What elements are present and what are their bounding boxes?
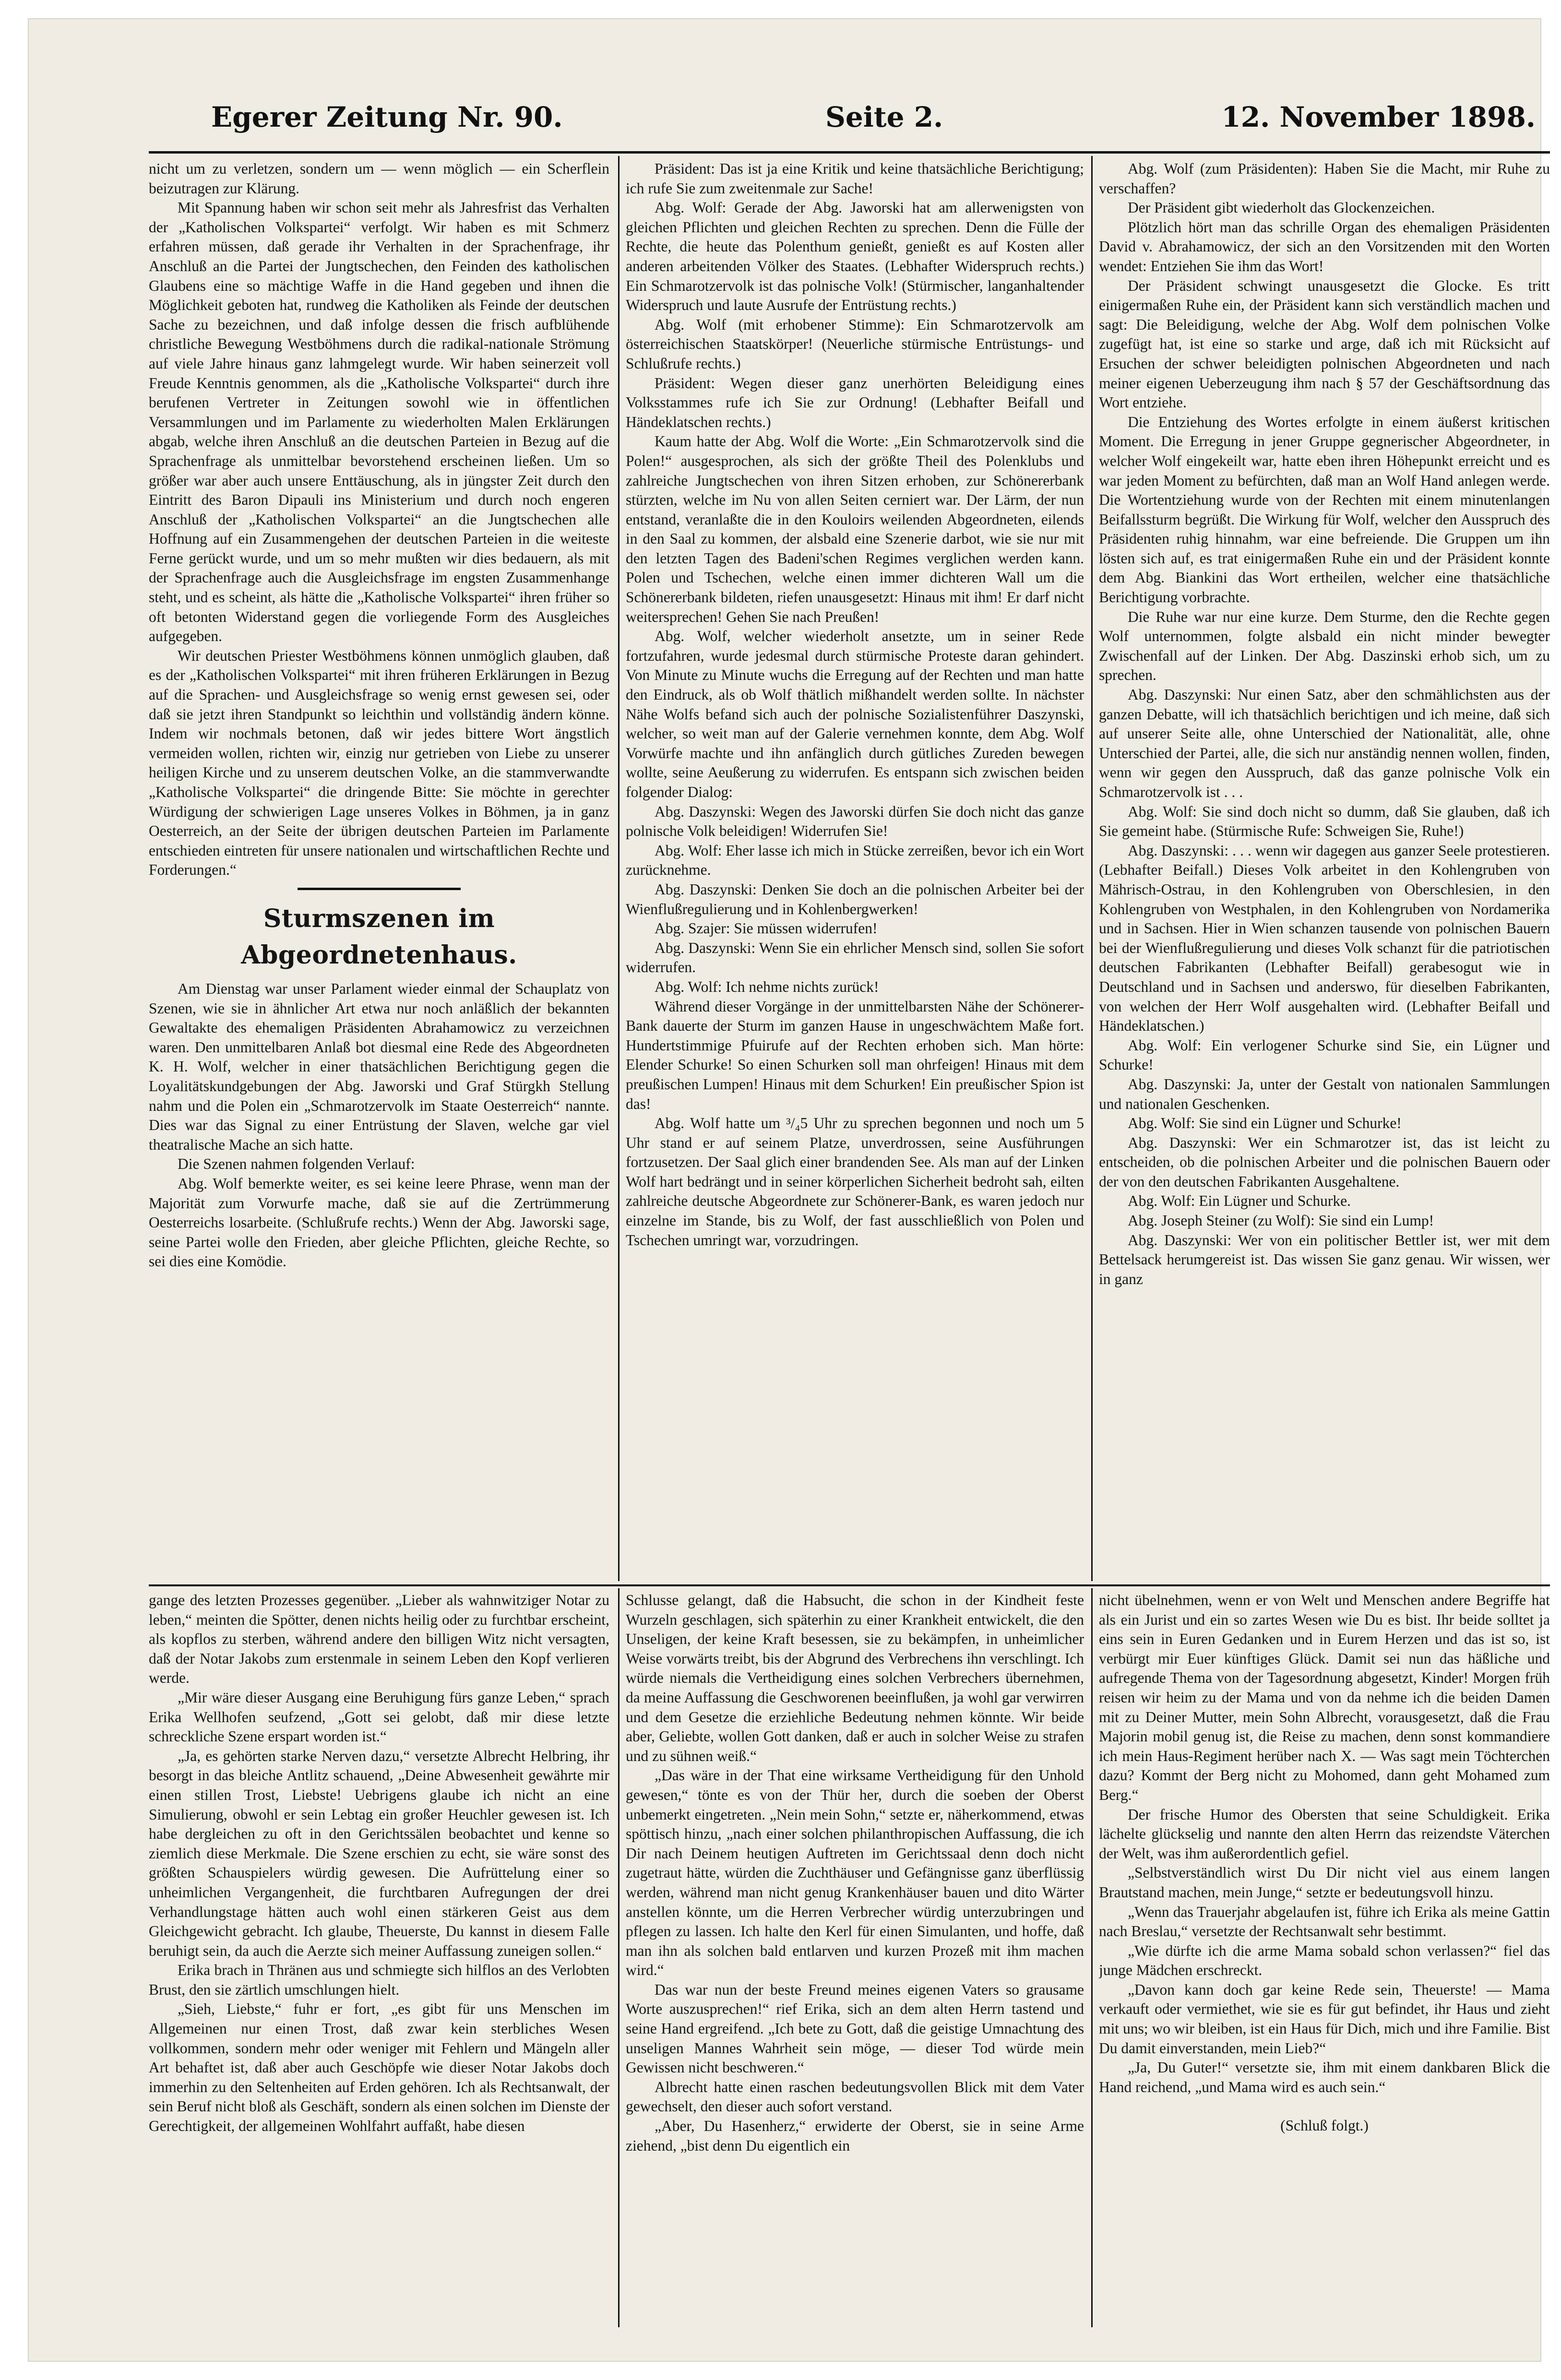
paragraph: „Selbstverständlich wirst Du Dir nicht viel aus einem langen Brautstand machen, mein Junge,“ setzte er bedeutungsvoll hinzu. <box>1099 1864 1550 1901</box>
newspaper-title: Egerer Zeitung Nr. 90. <box>211 101 563 133</box>
header-rule <box>149 151 1550 154</box>
paragraph: Während dieser Vorgänge in der unmittelbarsten Nähe der Schönerer-Bank dauerte der Sturm im ganzen Hause in ungeschwächtem Maße fort. Hundertstimmige Pfuirufe auf der Rechten erhoben sich. Man hörte: Elender Schurke! So einen Schurken soll man ohrfeigen! Hinaus mit dem preußischen Lumpen! Hinaus mit dem Schurken! Ein preußischer Spion ist das! <box>626 998 1084 1112</box>
paragraph: Abg. Wolf: Ich nehme nichts zurück! <box>655 978 879 995</box>
paragraph: Abg. Wolf: Eher lasse ich mich in Stücke zerreißen, bevor ich ein Wort zurücknehme. <box>626 842 1084 879</box>
article-column-3 <box>1099 159 1550 1580</box>
paragraph: Schlusse gelangt, daß die Habsucht, die schon in der Kindheit feste Wurzeln geschlagen, sich späterhin zu einer Krankheit entwickelt, die den Unseligen, der keine Kraft besessen, sie zu bekämpfen, in unheimlicher Weise vorwärts treibt, bis der Abgrund des Verbrechens ihn verschlingt. Ich würde niemals die Vertheidigung eines solchen Verbrechers übernehmen, da meine Auffassung die Geschworenen beeinflußen, ja wohl gar verwirren und dem Gesetze die erziehliche Bedeutung nehmen könnte. Wir beide aber, Geliebte, wollen Gott danken, daß er auch in solcher Weise zu strafen und zu sühnen weiß.“ <box>626 1592 1084 1764</box>
paragraph: Kaum hatte der Abg. Wolf die Worte: „Ein Schmarotzervolk sind die Polen!“ ausgesprochen, als sich der größte Theil des Polenklubs und zahlreiche Jungtschechen von ihren Sitzen erhoben, zur Schönererbank stürzten, welche im Nu von allen Seiten cerniert war. Der Lärm, der nun entstand, veranlaßte die in den Kouloirs weilenden Abgeordneten, eilends in den Saal zu kommen, der alsbald eine Szenerie darbot, wie sie nur mit den letzten Tagen des Badeni'schen Regimes verglichen werden kann. Polen und Tschechen, welche einen immer dichteren Wall um die Schönererbank bildeten, riefen unausgesetzt: Hinaus mit ihm! Er darf nicht weitersprechen! Gehen Sie nach Preußen! <box>626 433 1084 625</box>
paragraph: „Sieh, Liebste,“ fuhr er fort, „es gibt für uns Menschen im Allgemeinen nur einen Trost, daß zwar kein sterbliches Wesen vollkommen, sondern mehr oder weniger mit Fehlern und Mängeln aller Art behaftet ist, daß aber auch Geschöpfe wie dieser Notar Jakobs doch immerhin zu den Seltenheiten auf Erden gehören. Ich als Rechtsanwalt, der sein Beruf nicht bloß als Geschäft, sondern als einen solchen im Dienste der Gerechtigkeit, der allgemeinen Wohlfahrt auffaßt, habe diesen <box>149 2000 609 2135</box>
paragraph: Der frische Humor des Obersten that seine Schuldigkeit. Erika lächelte glückselig und nannte den alten Herrn das reizendste Väterchen der Welt, was ihm außerordentlich gefiel. <box>1099 1806 1550 1862</box>
paragraph: Wir deutschen Priester Westböhmens können unmöglich glauben, daß es der „Katholischen Volkspartei“ mit ihren früheren Erklärungen in Bezug auf die Sprachen- und Ausgleichsfrage so wenig ernst gewesen sei, oder daß sie jetzt ihren Standpunkt so leichthin und vollständig ändern könne. Indem wir nochmals betonen, daß wir jedes bittere Wort ängstlich vermeiden wollen, richten wir, einzig nur getrieben von Liebe zu unserer heiligen Kirche und zu unserem deutschen Volke, an die stammverwandte „Katholische Volkspartei“ die dringende Bitte: Sie möchte in gerechter Würdigung der schwierigen Lage unseres Volkes in Böhmen, ja in ganz Oesterreich, an der Seite der übrigen deutschen Parteien im Parlamente entschieden eintreten für unsere nationalen und wirtschaftlichen Rechte und Forderungen.“ <box>149 647 609 879</box>
paragraph: „Ja, es gehörten starke Nerven dazu,“ versetzte Albrecht Helbring, ihr besorgt in das bleiche Antlitz schauend, „Deine Abwesenheit gewährte mir einen stillen Trost, Liebste! Uebrigens glaube ich nicht an eine Simulierung, obwohl er sein Lebtag ein großer Heuchler gewesen ist. Ich habe dergleichen zu oft in den Gerichtssälen beobachtet und kenne so ziemlich diese Merkmale. Die Szene erschien zu echt, sie wäre sonst des größten Schauspielers würdig gewesen. Die Aufrüttelung einer so unheimlichen Vergangenheit, die furchtbaren Aufregungen der drei Verhandlungstage hätten auch wohl einen stärkeren Geist aus dem Gleichgewicht gebracht. Ich glaube, Theuerste, Du kannst in diesem Falle beruhigt sein, da auch die Aerzte sich meiner Auffassung zuneigen sollen.“ <box>149 1747 609 1959</box>
paragraph: „Davon kann doch gar keine Rede sein, Theuerste! — Mama verkauft oder vermiethet, wie sie es für gut befindet, ihr Haus und zieht mit uns; wo wir bleiben, ist ein Haus für Dich, mich und ihre Familie. Bist Du damit einverstanden, mein Lieb?“ <box>1099 1981 1550 2057</box>
paragraph: Abg. Wolf: Sie sind doch nicht so dumm, daß Sie glauben, daß ich Sie gemeint habe. (Stürmische Rufe: Schweigen Sie, Ruhe!) <box>1099 803 1550 840</box>
paragraph: Abg. Wolf, welcher wiederholt ansetzte, um in seiner Rede fortzufahren, wurde jedesmal durch stürmische Proteste daran gehindert. Von Minute zu Minute wuchs die Erregung auf der Rechten und man hatte den Eindruck, als ob Wolf thätlich mißhandelt werden sollte. In nächster Nähe Wolfs befand sich auch der polnische Sozialistenführer Daszynski, welcher, so weit man auf der Galerie vernehmen konnte, dem Abg. Wolf Vorwürfe machte und ihn anfänglich durch gütliches Zureden bewegen wollte, seine Aeußerung zu widerrufen. Es entspann sich zwischen beiden folgender Dialog: <box>626 628 1084 800</box>
paragraph: Die Szenen nahmen folgenden Verlauf: <box>178 1155 415 1173</box>
paragraph: Mit Spannung haben wir schon seit mehr als Jahresfrist das Verhalten der „Katholischen Volkspartei“ verfolgt. Wir haben es mit Schmerz erfahren müssen, daß gerade ihr Verhalten in der Sprachenfrage, ihr Anschluß an die Partei der Jungtschechen, den Feinden des katholischen Glaubens eine so mächtige Waffe in die Hand gegeben und ihnen die Möglichkeit geboten hat, rundweg die Katholiken als Feinde der deutschen Sache zu bezeichnen, und daß infolge dessen die frisch aufblühende christliche Bewegung Westböhmens durch die radikal-nationale Strömung auf viele Jahre hinaus ganz lahmgelegt wurde. Wir haben seinerzeit voll Freude Kenntnis genommen, als die „Katholische Volkspartei“ durch ihre berufenen Vertreter in Zeitungen sowohl wie in öffentlichen Versammlungen und im Parlamente zu wiederholten Malen Erklärungen abgab, welche ihren Anschluß an die deutschen Parteien in Bezug auf die Sprachenfrage als unmittelbar bevorstehend erscheinen ließen. Um so größer war aber auch unsere Enttäuschung, als in jüngster Zeit durch den Eintritt des Baron Dipauli ins Ministerium und durch noch engeren Anschluß der „Katholischen Volkspartei“ an die Jungtschechen alle Hoffnung auf ein Zusammengehen der deutschen Parteien in die weiteste Ferne gerückt wurde, und um so mehr mußten wir dies bedauern, als mit der Sprachenfrage auch die Ausgleichsfrage im engsten Zusammenhange steht, und es scheint, als hätte die „Katholische Volkspartei“ ihren früher so oft betonten Widerstand gegen die vorliegende Form des Ausgleiches aufgegeben. <box>149 199 609 645</box>
paragraph: „Das wäre in der That eine wirksame Vertheidigung für den Unhold gewesen,“ tönte es von der Thür her, durch die soeben der Oberst unbemerkt eingetreten. „Nein mein Sohn,“ setzte er, näherkommend, etwas spöttisch hinzu, „nach einer solchen philanthropischen Auffassung, die ich Dir nach Deinem heutigen Auftreten im Gerichtssaal denn doch nicht zugetraut hätte, würden die Zuchthäuser und Gefängnisse ganz überflüssig werden, während man nicht genug Krankenhäuser bauen und dito Wärter anstellen könnte, um die Herren Verbrecher würdig unterzubringen und pflegen zu lassen. Ich halte den Kerl für einen Simulanten, und hoffe, daß man ihn als solchen bald entlarven und kurzen Prozeß mit ihm machen wird.“ <box>626 1767 1084 1979</box>
feuilleton-column-1 <box>149 1591 609 2325</box>
paragraph: Abg. Wolf hatte um ³/₄5 Uhr zu sprechen begonnen und noch um 5 Uhr stand er auf seinem Platze, unverdrossen, seine Ausführungen fortzusetzen. Der Saal glich einer brandenden See. Als man auf der Linken Wolf hart bedrängt und in seiner körperlichen Sicherheit bedroht sah, eilten zahlreiche deutsche Abgeordnete zur Schönerer-Bank, es waren jedoch nur einzelne im Stande, bis zu Wolf, der fast ausschließlich von Polen und Tschechen umringt war, vorzudringen. <box>626 1115 1084 1249</box>
section-divider <box>298 888 461 890</box>
feuilleton-column-rule-2 <box>1091 1588 1093 2327</box>
paragraph: Plötzlich hört man das schrille Organ des ehemaligen Präsidenten David v. Abrahamowicz, der sich an den Vorsitzenden mit den Worten wendet: Entziehen Sie ihm das Wort! <box>1099 218 1550 274</box>
paragraph: Abg. Wolf: Ein Lügner und Schurke. <box>1128 1192 1351 1210</box>
paragraph: Abg. Daszynski: Wer von ein politischer Bettler ist, wer mit dem Bettelsack herumgereist ist. Das wissen Sie ganz genau. Wir wissen, wer in ganz <box>1099 1231 1550 1287</box>
paragraph: Abg. Daszynski: Wer ein Schmarotzer ist, das ist leicht zu entscheiden, ob die polnischen Arbeiter und die polnischen Bauern oder der von den deutschen Fabrikanten Ausgehaltene. <box>1099 1134 1550 1190</box>
paragraph: Das war nun der beste Freund meines eigenen Vaters so grausame Worte auszusprechen!“ rief Erika, sich an dem alten Herrn tastend und seine Hand ergreifend. „Ich bete zu Gott, daß die geistige Umnachtung des unseligen Mannes Wahrheit sein möge, — dieser Tod würde mein Gewissen nicht beschweren.“ <box>626 1981 1084 2076</box>
paragraph: „Ja, Du Guter!“ versetzte sie, ihm mit einem dankbaren Blick die Hand reichend, „und Mama wird es auch sein.“ <box>1099 2059 1550 2095</box>
paragraph: Abg. Wolf: Gerade der Abg. Jaworski hat am allerwenigsten von gleichen Pflichten und gleichen Rechten zu sprechen. Denn die Fülle der Rechte, die heute das Polenthum genießt, genießt es auf Kosten aller anderen arbeitenden Völker des Staates. (Lebhafter Widerspruch rechts.) Ein Schmarotzervolk ist das polnische Volk! (Stürmischer, langanhaltender Widerspruch und laute Ausrufe der Entrüstung rechts.) <box>626 199 1084 314</box>
paragraph: „Wenn das Trauerjahr abgelaufen ist, führe ich Erika als meine Gattin nach Breslau,“ versetzte der Rechtsanwalt sehr bestimmt. <box>1099 1903 1550 1940</box>
paragraph: Der Präsident schwingt unausgesetzt die Glocke. Es tritt einigermaßen Ruhe ein, der Präsident kann sich verständlich machen und sagt: Die Beleidigung, welche der Abg. Wolf dem polnischen Volke zugefügt hat, ist eine so starke und arge, daß ich mit Rücksicht auf Ersuchen der schwer beleidigten polnischen Abgeordneten und nach meiner eigenen Ueberzeugung ihm nach § 57 der Geschäftsordnung das Wort entziehe. <box>1099 277 1550 411</box>
paragraph: gange des letzten Prozesses gegenüber. „Lieber als wahnwitziger Notar zu leben,“ meinten die Spötter, denen nichts heilig oder zu furchtbar erscheint, als kopflos zu sterben, während andere den billigen Witz nicht versagten, daß der Notar Jakobs zum erstenmale in seinem Leben den Kopf verlieren werde. <box>149 1592 609 1687</box>
paragraph: Der Präsident gibt wiederholt das Glockenzeichen. <box>1128 199 1435 216</box>
paragraph: Abg. Wolf: Sie sind ein Lügner und Schurke! <box>1128 1115 1402 1132</box>
page-number: Seite 2. <box>825 101 943 133</box>
article-headline: Sturmszenen im Abgeordnetenhaus. <box>241 904 517 970</box>
paragraph: Albrecht hatte einen raschen bedeutungsvollen Blick mit dem Vater gewechselt, den dieser auch sofort verstand. <box>626 2078 1084 2115</box>
article-column-1 <box>149 159 609 1580</box>
paragraph: „Wie dürfte ich die arme Mama sobald schon verlassen?“ fiel das junge Mädchen erschreckt. <box>1099 1942 1550 1979</box>
paragraph: Abg. Daszynski: Denken Sie doch an die polnischen Arbeiter bei der Wienflußregulierung und in Kohlenbergwerken! <box>626 881 1084 917</box>
paragraph: Abg. Daszynski: Wenn Sie ein ehrlicher Mensch sind, sollen Sie sofort widerrufen. <box>626 939 1084 976</box>
feuilleton-column-3 <box>1099 1591 1550 2325</box>
paragraph: Abg. Joseph Steiner (zu Wolf): Sie sind ein Lump! <box>1128 1212 1434 1229</box>
paragraph: Abg. Wolf bemerkte weiter, es sei keine leere Phrase, wenn man der Majorität zum Vorwurfe mache, daß sie auf die Zertrümmerung Oesterreichs losarbeite. (Schlußrufe rechts.) Wenn der Abg. Jaworski sage, seine Partei wolle den Frieden, aber gleiche Pflichten, gleiche Rechte, so sei dies eine Komödie. <box>149 1175 609 1270</box>
paragraph: Abg. Wolf: Ein verlogener Schurke sind Sie, ein Lügner und Schurke! <box>1099 1036 1550 1073</box>
paragraph: Abg. Wolf (zum Präsidenten): Haben Sie die Macht, mir Ruhe zu verschaffen? <box>1099 160 1550 197</box>
paragraph: Die Ruhe war nur eine kurze. Dem Sturme, den die Rechte gegen Wolf unternommen, folgte alsbald ein nicht minder bewegter Zwischenfall auf der Linken. Der Abg. Daszinski erhob sich, um zu sprechen. <box>1099 608 1550 684</box>
article-column-2 <box>626 159 1084 1580</box>
paragraph: „Mir wäre dieser Ausgang eine Beruhigung fürs ganze Leben,“ sprach Erika Wellhofen seufzend, „Gott sei gelobt, daß mir diese letzte schreckliche Szene erspart worden ist.“ <box>149 1689 609 1745</box>
paragraph: Präsident: Das ist ja eine Kritik und keine thatsächliche Berichtigung; ich rufe Sie zum zweitenmale zur Sache! <box>626 160 1084 197</box>
paragraph: „Aber, Du Hasenherz,“ erwiderte der Oberst, sie in seine Arme ziehend, „bist denn Du eigentlich ein <box>626 2118 1084 2154</box>
column-rule-1 <box>618 156 620 1581</box>
paragraph: Abg. Daszynski: Nur einen Satz, aber den schmählichsten aus der ganzen Debatte, will ich thatsächlich berichtigen und ich meine, daß sich auf unserer Seite alle, ohne Unterschied der Nationalität, alle, ohne Unterschied der Partei, alle, die sich nur anständig nennen wollen, finden, wenn wir gegen den Ausspruch, daß das ganze polnische Volk ein Schmarotzervolk ist . . . <box>1099 686 1550 800</box>
column-rule-2 <box>1091 156 1093 1581</box>
paragraph: Abg. Daszynski: Wegen des Jaworski dürfen Sie doch nicht das ganze polnische Volk beleidigen! Widerrufen Sie! <box>626 803 1084 840</box>
paragraph: Abg. Wolf (mit erhobener Stimme): Ein Schmarotzervolk am österreichischen Staatskörper! (Neuerliche stürmische Entrüstungs- und Schlußrufe rechts.) <box>626 316 1084 372</box>
issue-date: 12. November 1898. <box>1221 101 1536 133</box>
paragraph: nicht übelnehmen, wenn er von Welt und Menschen andere Begriffe hat als ein Jurist und ein so zartes Wesen wie Du es bist. Ihr beide solltet ja eins sein in Euren Gedanken und in Eurem Herzen und das ist so, ist verbürgt mir Euer künftiges Glück. Damit sei nun das häßliche und aufregende Thema von der Tagesordnung abgesetzt, Kinder! Morgen früh reisen wir heim zu der Mama und von da nehme ich die beiden Damen mit zu Deiner Mutter, mein Sohn Albrecht, vorausgesetzt, daß die Frau Majorin mobil genug ist, die Reise zu machen, denn sonst kommandiere ich mein Haus-Regiment herüber nach X. — Was sagt mein Töchterchen dazu? Kommt der Berg nicht zu Mohomed, dann geht Mohamed zum Berg.“ <box>1099 1592 1550 1803</box>
paragraph: Die Entziehung des Wortes erfolgte in einem äußerst kritischen Moment. Die Erregung in jener Gruppe gegnerischer Abgeordneter, in welcher Wolf eingekeilt war, hatte eben ihren Höhepunkt erreicht und es war jeden Moment zu befürchten, daß man an Wolf Hand anlegen werde. Die Wortentziehung wurde von der Rechten mit einem minutenlangen Beifallssturm begrüßt. Die Wirkung für Wolf, welcher den Ausspruch des Präsidenten ruhig hinnahm, war eine befreiende. Die Gruppen um ihn lösten sich auf, es trat einigermaßen Ruhe ein und der Präsident konnte dem Abg. Biankini das Wort ertheilen, welcher eine thatsächliche Berichtigung vorbrachte. <box>1099 413 1550 606</box>
continuation-note: (Schluß folgt.) <box>1280 2117 1369 2134</box>
paragraph: Präsident: Wegen dieser ganz unerhörten Beleidigung eines Volksstammes rufe ich Sie zur Ordnung! (Lebhafter Beifall und Händeklatschen rechts.) <box>626 374 1084 430</box>
feuilleton-column-2 <box>626 1591 1084 2325</box>
paragraph: Abg. Daszynski: . . . wenn wir dagegen aus ganzer Seele protestieren. (Lebhafter Beifall.) Dieses Volk arbeitet in den Kohlengruben von Mährisch-Ostrau, in den Kohlengruben von Oberschlesien, in den Kohlengruben von Westphalen, in den Kohlengruben von Nordamerika und in Sachsen. Hier in Wien schanzen tausende von polnischen Bauern bei der Wienflußregulierung und dieses Volk schanzt für die patriotischen deutschen Fabrikanten (Lebhafter Beifall) gerabesogut wie in Deutschland und in Sachsen und anderswo, für dieselben Fabrikanten, von welchen der Herr Wolf ausgehalten wird. (Lebhafter Beifall und Händeklatschen.) <box>1099 842 1550 1035</box>
paragraph: Am Dienstag war unser Parlament wieder einmal der Schauplatz von Szenen, wie sie in ähnlicher Art etwa nur noch anläßlich der bekannten Gewaltakte des ehemaligen Präsidenten Abrahamowicz zu verzeichnen waren. Den unmittelbaren Anlaß bot diesmal eine Rede des Abgeordneten K. H. Wolf, welcher in einer thatsächlichen Berichtigung gegen die Loyalitätskundgebungen der Abg. Jaworski und Graf Stürgkh Stellung nahm und die Polen ein „Schmarotzervolk im Staate Oesterreich“ nannte. Dies war das Signal zu einer Entrüstung der Slaven, welche gar viel theatralische Mache an sich hatte. <box>149 980 609 1153</box>
paragraph: Abg. Szajer: Sie müssen widerrufen! <box>655 920 878 937</box>
paragraph: Erika brach in Thränen aus und schmiegte sich hilflos an des Verlobten Brust, den sie zärtlich umschlungen hielt. <box>149 1962 609 1998</box>
paragraph: Abg. Daszynski: Ja, unter der Gestalt von nationalen Sammlungen und nationalen Geschenken. <box>1099 1075 1550 1112</box>
page-header <box>182 82 1561 149</box>
newspaper-page <box>29 19 1550 2361</box>
feuilleton-rule <box>149 1584 1550 1586</box>
feuilleton-column-rule-1 <box>618 1588 620 2327</box>
paragraph: nicht um zu verletzen, sondern um — wenn möglich — ein Scherflein beizutragen zur Klärung. <box>149 160 609 197</box>
